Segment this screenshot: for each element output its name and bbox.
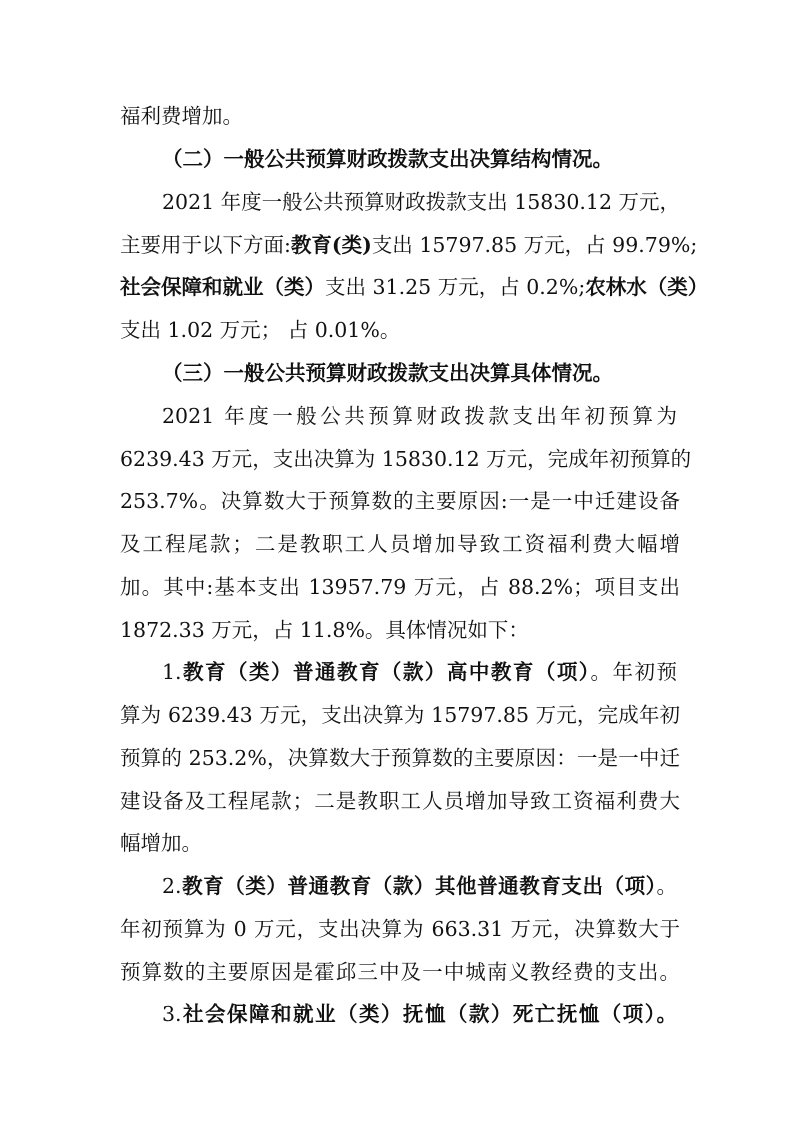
paragraph-line xyxy=(120,573,680,601)
text: 1872.33 万元，占 11.8%。具体情况如下： xyxy=(120,618,529,642)
section-heading xyxy=(162,359,642,387)
bold-text: （二）一般公共预算财政拨款支出决算结构情况。 xyxy=(162,147,613,171)
text: 福利费增加。 xyxy=(120,104,243,128)
bold-text: 教育(类) xyxy=(290,233,372,257)
paragraph-line xyxy=(120,616,680,644)
text: 。 xyxy=(656,874,677,898)
text: 1. xyxy=(162,660,182,684)
bold-text: 教育（类）普通教育（款）其他普通教育支出（项） xyxy=(181,874,657,898)
paragraph-line xyxy=(120,273,709,301)
bold-text: 教育（类）普通教育（款）高中教育（项） xyxy=(181,660,591,684)
text: 3. xyxy=(162,1002,182,1026)
text: 6239.43 万元，支出决算为 15830.12 万元，完成年初预算的 xyxy=(120,447,692,471)
paragraph-line xyxy=(120,701,680,729)
paragraph-line xyxy=(120,787,680,815)
text: 预算的 253.2%，决算数大于预算数的主要原因：一是一中迁 xyxy=(120,746,680,770)
text: 预算数的主要原因是霍邱三中及一中城南义教经费的支出。 xyxy=(120,960,680,984)
text: 。年初预 xyxy=(590,660,678,684)
text: 算为 6239.43 万元，支出决算为 15797.85 万元，完成年初 xyxy=(120,703,680,727)
text: 及工程尾款；二是教职工人员增加导致工资福利费大幅增 xyxy=(120,532,680,556)
paragraph-line xyxy=(120,744,680,772)
text: 支出 15797.85 万元，占 99.79%; xyxy=(371,233,698,257)
paragraph-line xyxy=(120,445,692,473)
bold-text: 社会保障和就业（类）抚恤（款）死亡抚恤（项）。 xyxy=(181,1002,677,1026)
item-heading-line xyxy=(162,658,677,686)
text: 253.7%。决算数大于预算数的主要原因:一是一中迁建设备 xyxy=(120,489,680,513)
bold-text: （三）一般公共预算财政拨款支出决算具体情况。 xyxy=(162,361,613,385)
section-heading xyxy=(162,145,642,173)
text: 支出 31.25 万元，占 0.2%; xyxy=(325,275,586,299)
bold-text: 社会保障和就业（类） xyxy=(120,275,325,299)
text: 幅增加。 xyxy=(120,831,202,855)
paragraph-line xyxy=(120,829,680,857)
paragraph-line xyxy=(120,102,680,130)
text: 2021 年度一般公共预算财政拨款支出年初预算为 xyxy=(162,404,677,428)
text: 年初预算为 0 万元，支出决算为 663.31 万元，决算数大于 xyxy=(120,917,680,941)
text: 2. xyxy=(162,874,182,898)
paragraph-line xyxy=(120,915,680,943)
text: 支出 1.02 万元； 占 0.01%。 xyxy=(120,318,401,342)
paragraph-line xyxy=(120,231,698,259)
paragraph-line xyxy=(120,316,680,344)
text: 2021 年度一般公共预算财政拨款支出 15830.12 万元， xyxy=(162,190,681,214)
paragraph-line xyxy=(162,188,681,216)
text: 加。其中:基本支出 13957.79 万元，占 88.2%；项目支出 xyxy=(120,575,680,599)
text: 主要用于以下方面: xyxy=(120,233,291,257)
paragraph-line xyxy=(120,530,680,558)
paragraph-line xyxy=(120,487,680,515)
item-heading-line xyxy=(162,1000,677,1028)
paragraph-line xyxy=(120,958,680,986)
item-heading-line xyxy=(162,872,677,900)
paragraph-line xyxy=(162,402,677,430)
bold-text: 农林水（类） xyxy=(585,275,709,299)
text: 建设备及工程尾款；二是教职工人员增加导致工资福利费大 xyxy=(120,789,680,813)
